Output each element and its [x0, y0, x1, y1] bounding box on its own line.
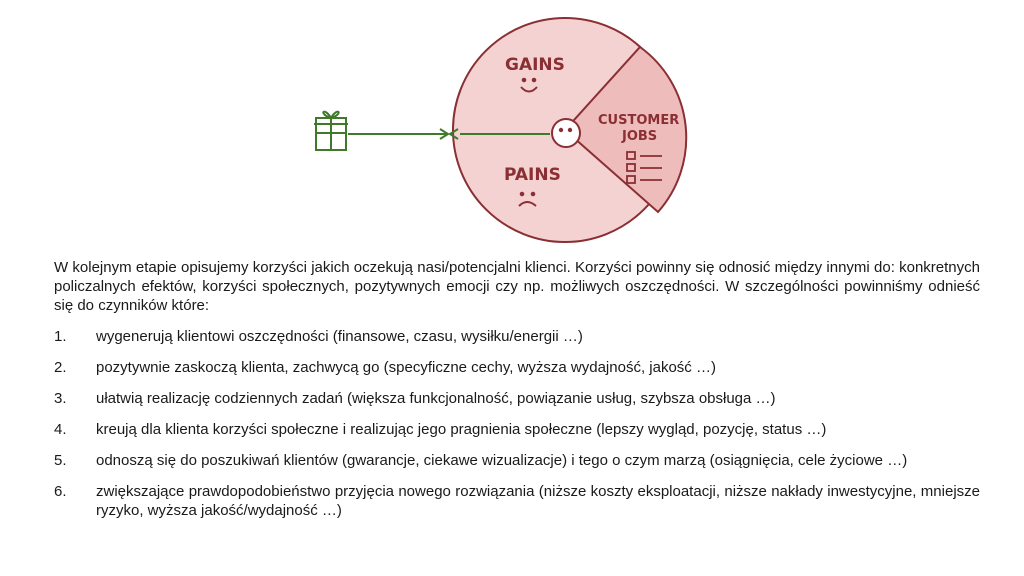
list-item-text: kreują dla klienta korzyści społeczne i realizując jego pragnienia społeczne (lepszy wygląd, pozycję, status …): [96, 421, 827, 438]
list-item: [54, 358, 980, 377]
pains-label: PAINS: [504, 165, 561, 185]
list-item-text: pozytywnie zaskoczą klienta, zachwycą go (specyficzne cechy, wyższa wydajność, jakość …): [96, 359, 716, 376]
list-item-number: 6.: [54, 483, 67, 500]
list-item: [54, 327, 980, 346]
list-item-text: odnoszą się do poszukiwań klientów (gwarancje, ciekawe wizualizacje) i tego o czym marzą (osiągnięcia, cele życiowe …): [96, 452, 908, 469]
customer-jobs-label-line2: JOBS: [622, 129, 658, 144]
customer-face-icon: [552, 119, 580, 147]
list-item-text: ułatwią realizację codziennych zadań (większa funkcjonalność, powiązanie usług, szybsza obsługa …): [96, 390, 776, 407]
value-proposition-diagram: [300, 0, 700, 250]
customer-jobs-label-line1: CUSTOMER: [598, 113, 680, 128]
list-item: [54, 451, 980, 470]
list-item-text: wygenerują klientowi oszczędności (finansowe, czasu, wysiłku/energii …): [96, 328, 583, 345]
list-item-number: 2.: [54, 359, 67, 376]
list-item: [54, 482, 980, 520]
customer-profile-circle: [300, 0, 700, 250]
benefit-list: [54, 327, 980, 520]
intro-paragraph: W kolejnym etapie opisujemy korzyści jakich oczekują nasi/potencjalni klienci. Korzyści powinny się odnosić między innymi do: konkretnych policzalnych efektów, korzyści społecznych, pozytywnych emocji czy np. możliwych oszczędności. W szczególności powinniśmy odnieść się do czynników które:: [54, 259, 980, 314]
gains-label: GAINS: [505, 55, 565, 75]
gift-icon: [314, 112, 348, 150]
list-item-number: 5.: [54, 452, 67, 469]
slide-text: [54, 258, 980, 520]
list-item-number: 3.: [54, 390, 67, 407]
list-item: [54, 389, 980, 408]
list-item-number: 4.: [54, 421, 67, 438]
list-item-text: zwiększające prawdopodobieństwo przyjęcia nowego rozwiązania (niższe koszty eksploatacji, niższe nakłady inwestycyjne, mniejsze ryzyko, wyższa jakość/wydajność …): [96, 483, 980, 519]
list-item-number: 1.: [54, 328, 67, 345]
list-item: [54, 420, 980, 439]
